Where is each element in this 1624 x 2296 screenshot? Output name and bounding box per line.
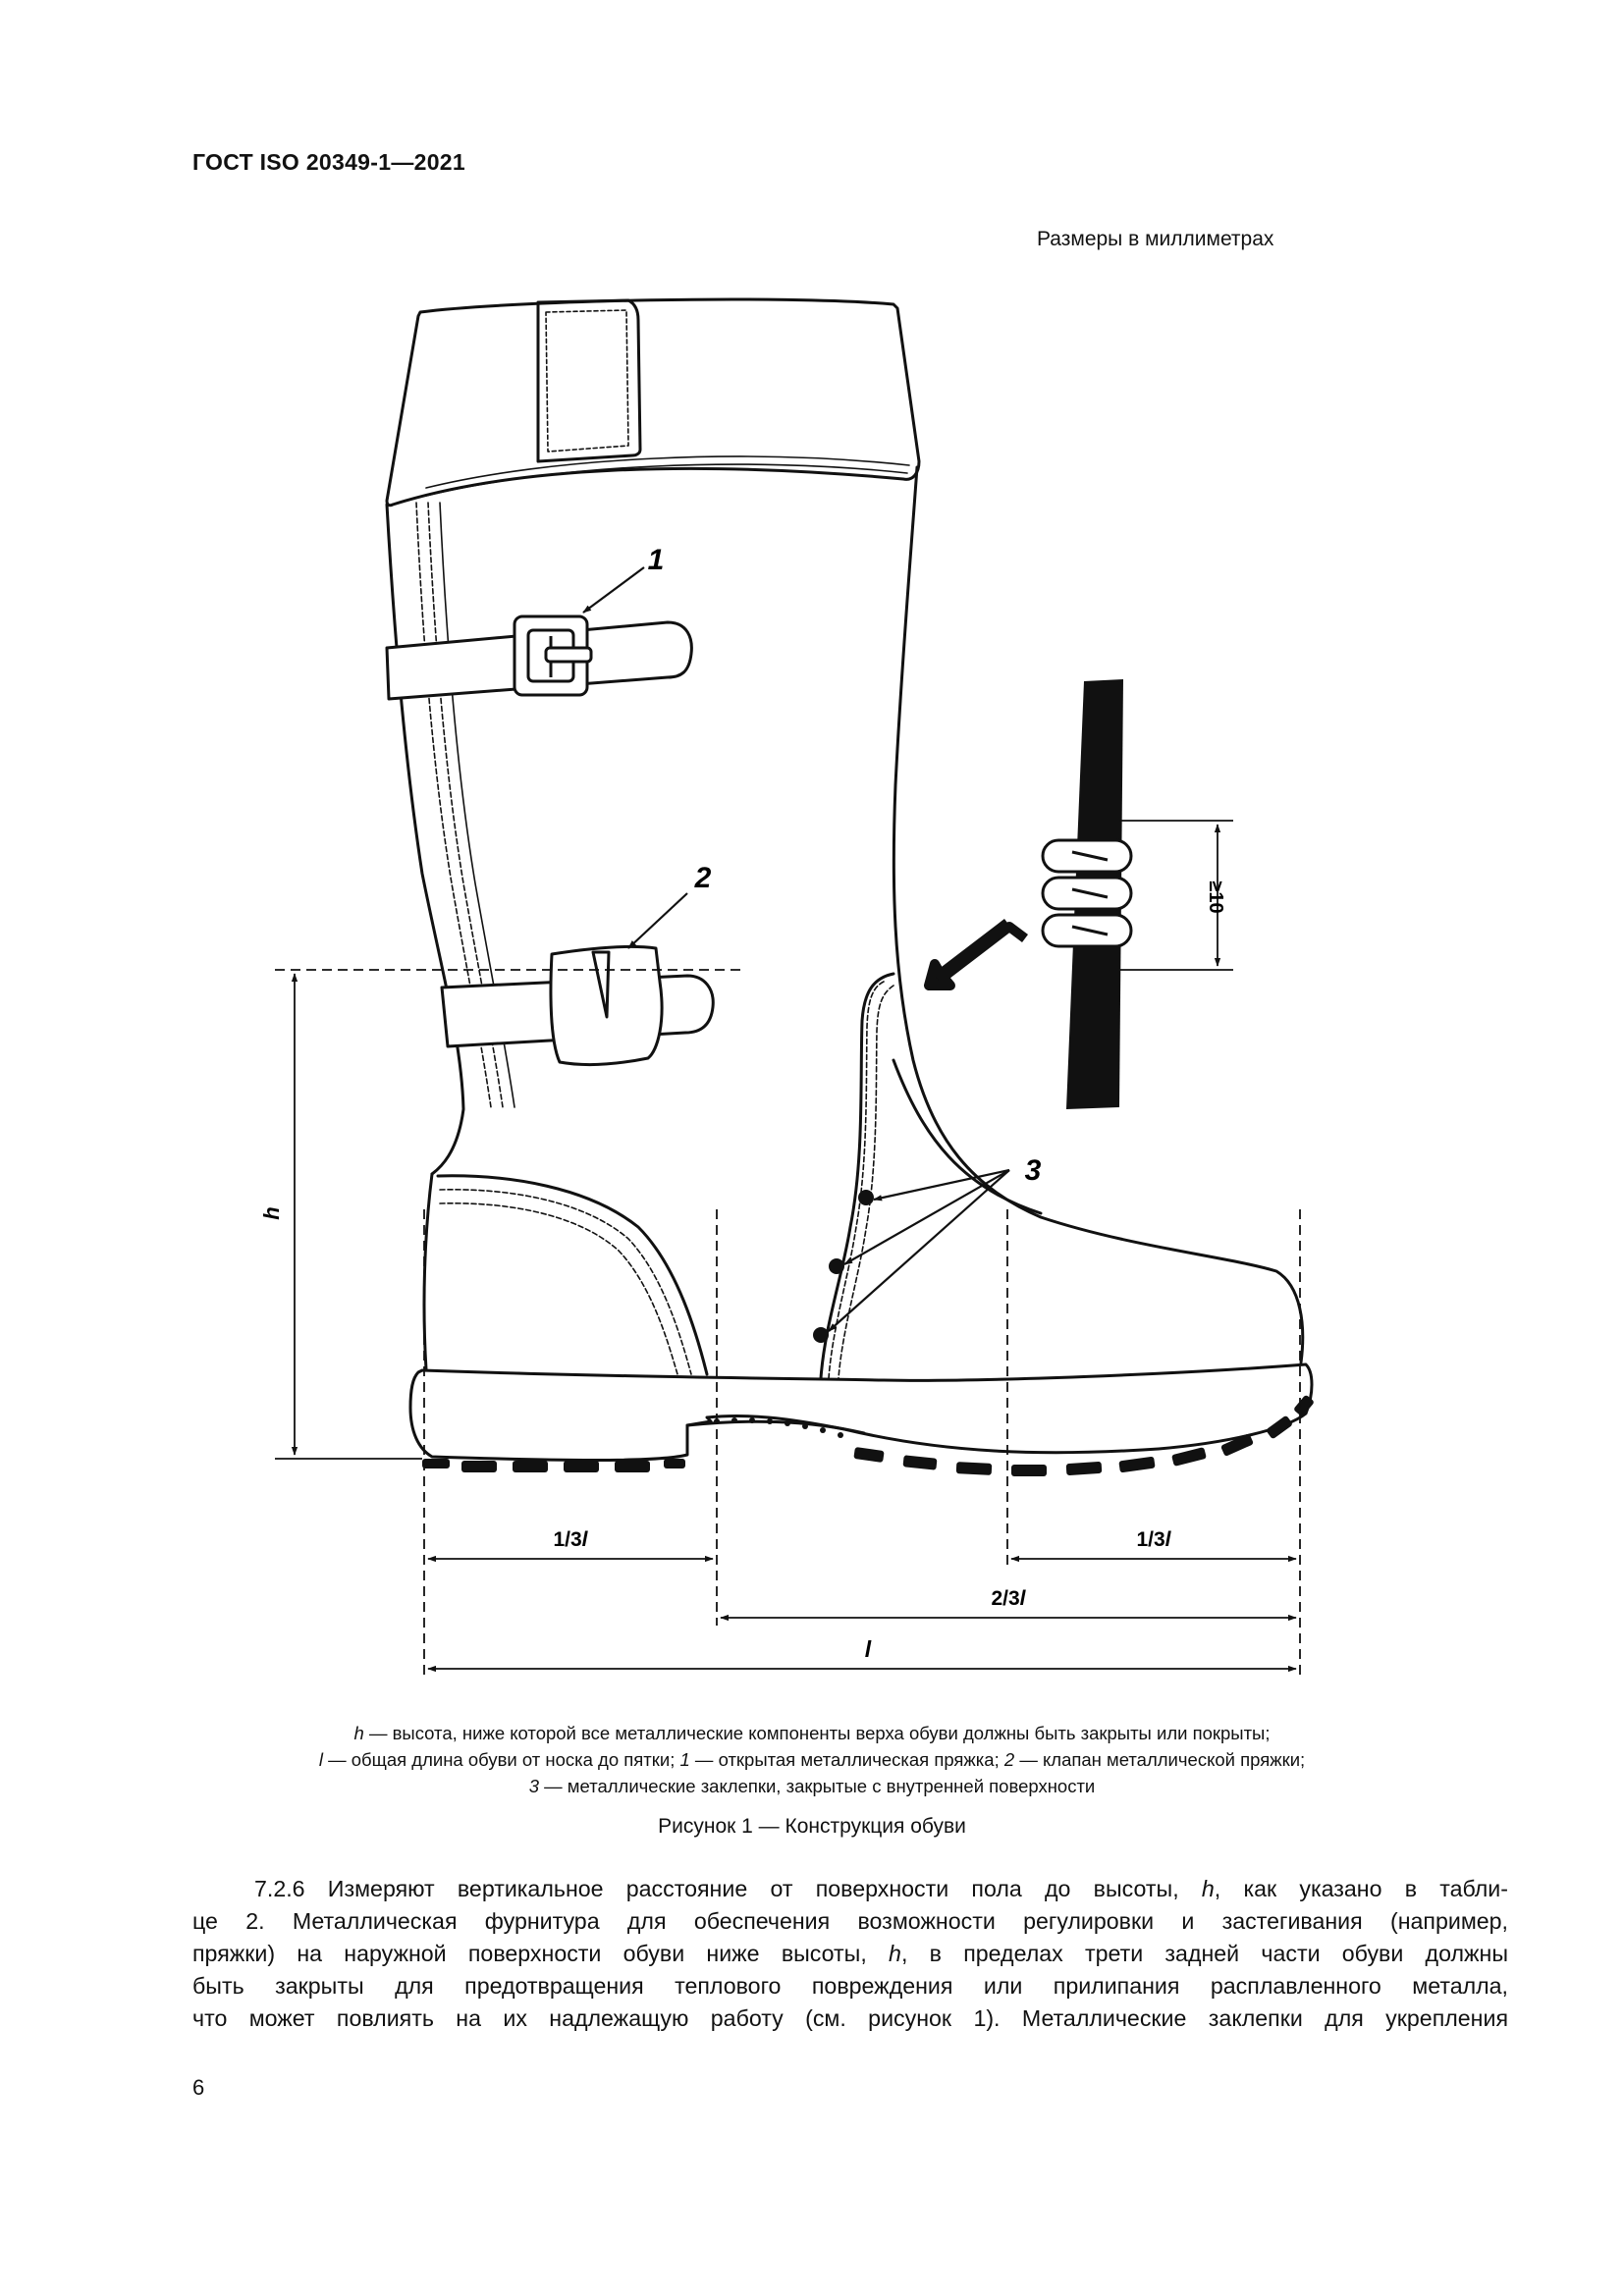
cuff-stitch [426, 456, 909, 488]
heel-counter [438, 1176, 707, 1374]
upper-strap-buckle [387, 616, 691, 699]
legend-line-1: h — высота, ниже которой все металлические компоненты верха обуви должны быть закрыты или покрыты; [353, 1723, 1271, 1743]
legend-line-3: 3 — металлические заклепки, закрытые с внутренней поверхности [528, 1776, 1096, 1796]
paragraph-line: пряжки) на наружной поверхности обуви ниже высоты, h, в пределах трети задней части обуви должны [192, 1941, 1508, 1966]
paragraph-line: це 2. Металлическая фурнитура для обеспечения возможности регулировки и застегивания (например, [192, 1908, 1508, 1934]
shaft-back-outline [387, 505, 463, 1174]
rivets [813, 1190, 874, 1343]
dim-two-thirds: 2/3l [991, 1587, 1026, 1610]
dim-toe-third: 1/3l [1136, 1528, 1171, 1551]
figure-caption: Рисунок 1 — Конструкция обуви [658, 1815, 966, 1838]
heel-back-outline [424, 1174, 432, 1369]
dim-length: l [864, 1636, 872, 1662]
cuff-tab [538, 300, 640, 461]
strap-ring-detail [1043, 679, 1131, 1109]
paragraph-line: что может повлиять на их надлежащую работу (см. рисунок 1). Металлические заклепки для укрепления [192, 2005, 1508, 2031]
boot-cuff [387, 299, 919, 506]
dim-height: h [259, 1206, 284, 1220]
page-number: 6 [192, 2075, 205, 2100]
body-paragraph [192, 1873, 1508, 2035]
dim-heel-third: 1/3l [553, 1528, 588, 1551]
document-header: ГОСТ ISO 20349-1—2021 [192, 149, 465, 175]
paragraph-line: быть закрыты для предотвращения теплового повреждения или прилипания расплавленного металла, [192, 1973, 1508, 1999]
outsole [410, 1364, 1312, 1461]
detail-arrow [929, 923, 1025, 986]
callout-2: 2 [694, 862, 712, 894]
dim-min-height: ≥10 [1205, 881, 1226, 914]
units-note: Размеры в миллиметрах [1037, 228, 1274, 250]
legend-line-2: l — общая длина обуви от носка до пятки; 1 — открытая металлическая пряжка; 2 — клапан металлической пряжки; [318, 1749, 1306, 1770]
callout-3: 3 [1024, 1154, 1042, 1187]
callout-1: 1 [647, 544, 665, 576]
paragraph-line: 7.2.6 Измеряют вертикальное расстояние от поверхности пола до высоты, h, как указано в табли- [254, 1876, 1508, 1901]
lower-strap-flap [442, 946, 713, 1064]
vamp-seam [821, 974, 893, 1378]
